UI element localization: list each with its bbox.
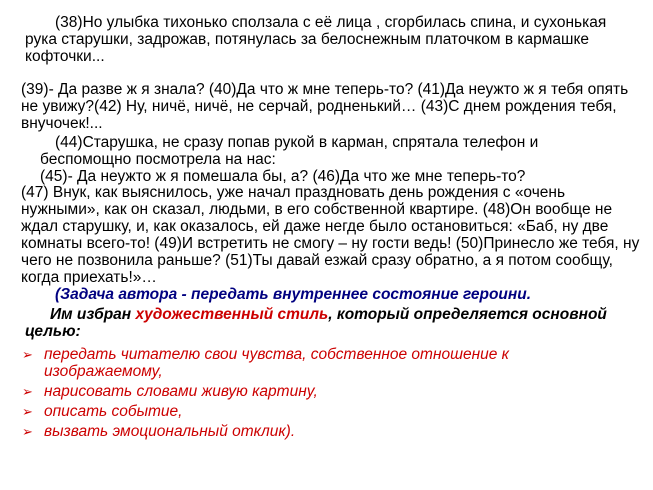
style-statement-after: , который определяется основной целью: xyxy=(25,306,607,340)
author-task: (Задача автора - передать внутреннее состояние героини. xyxy=(55,286,532,303)
arrow-bullet-icon: ➢ xyxy=(22,347,33,362)
goal-item xyxy=(21,403,631,420)
goals-list xyxy=(21,346,631,443)
goal-text: нарисовать словами живую картину, xyxy=(44,383,318,400)
paragraph-47: (47) Внук, как выяснилось, уже начал праздновать день рождения с «очень нужными», как он сказал, людьми, в его собственной квартире. (48)Он вообще не ждал старушку, и, как оказалось, ей даже негде было остановиться: «Баб, ну две комнаты всего-то! (49)И встретить не смогу – ну гости ведь! (50)Принесло же тебя, ну чего не позвонила раньше? (51)Ты давай езжай сразу обратно, а я потом сообщу, когда приехать!»… xyxy=(21,184,640,286)
goal-text: описать событие, xyxy=(44,403,183,420)
paragraph-38: (38)Но улыбка тихонько сползала с её лица , сгорбилась спина, и сухонькая рука старушки, задрожав, потянулась за белоснежным платочком в кармашке кофточки... xyxy=(25,14,607,65)
paragraph-45-text: (45)- Да неужто ж я помешала бы, а? (46)Да что же мне теперь-то? xyxy=(40,168,526,185)
arrow-bullet-icon: ➢ xyxy=(22,384,33,399)
paragraph-39: (39)- Да разве ж я знала? (40)Да что ж мне теперь-то? (41)Да неужто ж я тебя опять не увижу?(42) Ну, ничё, ничё, не серчай, родненький… (43)С днем рождения тебя, внучочек!... xyxy=(21,81,629,132)
arrow-bullet-icon: ➢ xyxy=(22,404,33,419)
style-statement-highlight: художественный стиль xyxy=(135,306,329,323)
goal-item xyxy=(21,383,631,400)
style-statement-before: Им избран xyxy=(50,306,136,323)
goal-text: вызвать эмоциональный отклик). xyxy=(44,423,296,440)
arrow-bullet-icon: ➢ xyxy=(22,424,33,439)
style-statement xyxy=(25,306,635,340)
paragraph-44-text: (44)Старушка, не сразу попав рукой в карман, спрятала телефон и беспомощно посмотрела на нас: xyxy=(40,134,539,168)
goal-item xyxy=(21,346,631,380)
paragraph-44 xyxy=(40,134,630,185)
goal-item xyxy=(21,423,631,440)
goal-text: передать читателю свои чувства, собственное отношение к изображаемому, xyxy=(44,346,509,380)
